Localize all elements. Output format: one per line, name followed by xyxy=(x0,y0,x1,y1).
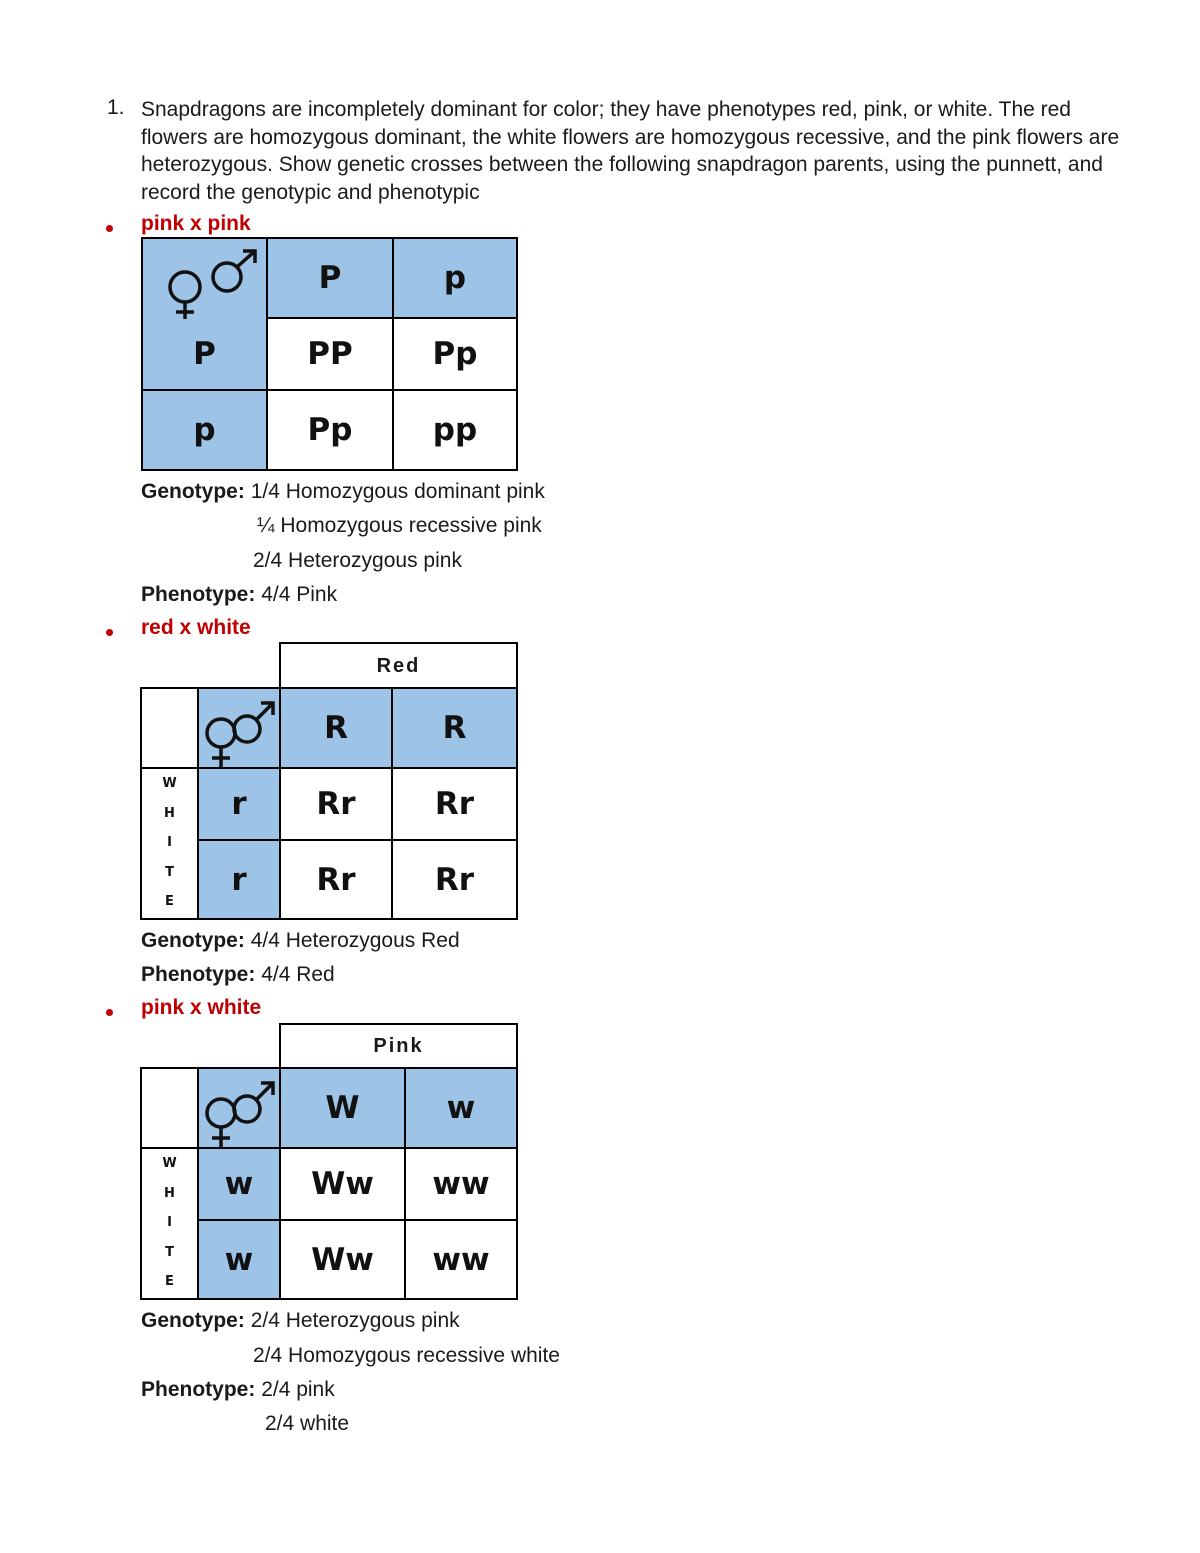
genotype-line xyxy=(141,1309,460,1333)
male-parent-label: Red xyxy=(279,642,518,688)
male-allele-2: R xyxy=(393,689,516,769)
symbol-cell xyxy=(143,239,268,319)
cross-title-1: pink x pink xyxy=(141,212,251,235)
offspring-cell: ww xyxy=(406,1149,516,1221)
female-allele-2: r xyxy=(199,841,281,918)
punnett-square-1 xyxy=(141,237,518,471)
male-parent-label: Pink xyxy=(279,1023,518,1068)
genotype-value: 2/4 Homozygous recessive white xyxy=(253,1344,560,1367)
empty-corner xyxy=(142,689,199,769)
genotype-value: 1/4 Homozygous dominant pink xyxy=(250,480,545,503)
offspring-cell: Rr xyxy=(281,769,393,841)
cross-title-2: red x white xyxy=(141,616,251,639)
male-allele-2: w xyxy=(406,1069,516,1149)
bullet-dot-icon xyxy=(106,629,113,636)
question-text: Snapdragons are incompletely dominant for color; they have phenotypes red, pink, or white. The red flowers are homozygous dominant, the white flowers are homozygous recessive, and the pink flowers are heterozygous. Show genetic crosses between the following snapdragon parents, using the punnett, and record the genotypic and phenotypic xyxy=(141,98,1120,204)
bullet-dot-icon xyxy=(106,1009,113,1016)
phenotype-value: 2/4 pink xyxy=(261,1378,335,1401)
genotype-value: 4/4 Heterozygous Red xyxy=(250,929,460,952)
female-male-symbol-icon xyxy=(201,1077,279,1149)
phenotype-label: Phenotype: xyxy=(141,583,256,606)
phenotype-value: 2/4 white xyxy=(265,1412,350,1435)
genotype-label: Genotype: xyxy=(141,1309,245,1332)
female-male-symbol-icon xyxy=(201,697,279,769)
phenotype-label: Phenotype: xyxy=(141,963,256,986)
female-allele-2: w xyxy=(199,1221,281,1298)
female-allele-1: w xyxy=(199,1149,281,1221)
female-male-symbol-icon xyxy=(163,247,263,322)
phenotype-value: 4/4 Pink xyxy=(261,583,338,606)
offspring-cell: Rr xyxy=(434,861,475,898)
genotype-value: ¼ Homozygous recessive pink xyxy=(257,514,542,537)
offspring-cell: Ww xyxy=(281,1221,406,1298)
phenotype-line xyxy=(141,583,337,607)
offspring-cell: PP xyxy=(268,319,394,391)
genotype-line xyxy=(141,929,460,953)
empty-corner xyxy=(142,1069,199,1149)
female-allele-2: p xyxy=(143,391,268,469)
symbol-cell xyxy=(199,1069,281,1149)
punnett-square-3 xyxy=(140,1067,518,1300)
offspring-cell: Rr xyxy=(393,769,516,841)
female-parent-label: W H I T E xyxy=(162,1156,177,1289)
male-allele-1: R xyxy=(281,689,393,769)
genotype-label: Genotype: xyxy=(141,929,245,952)
offspring-cell: Pp xyxy=(268,391,394,469)
genotype-label: Genotype: xyxy=(141,480,245,503)
offspring-cell: ww xyxy=(432,1241,490,1278)
female-allele-1: P xyxy=(143,319,268,391)
female-parent-label-cell xyxy=(142,769,199,918)
female-allele-1: r xyxy=(199,769,281,841)
male-allele-2: p xyxy=(394,239,516,319)
genotype-value: 2/4 Heterozygous pink xyxy=(253,549,462,572)
symbol-cell xyxy=(199,689,281,769)
cross-title-3: pink x white xyxy=(141,996,262,1019)
bullet-dot-icon xyxy=(106,225,113,232)
female-parent-label: W H I T E xyxy=(162,776,177,909)
offspring-cell: Ww xyxy=(281,1149,406,1221)
male-allele-1: W xyxy=(281,1069,406,1149)
punnett-square-2 xyxy=(140,687,518,920)
offspring-cell: pp xyxy=(432,412,478,448)
offspring-cell: Rr xyxy=(281,841,393,918)
offspring-cell: Pp xyxy=(394,319,516,391)
question-number: 1. xyxy=(107,96,125,119)
genotype-value: 2/4 Heterozygous pink xyxy=(250,1309,460,1332)
male-allele-1: P xyxy=(268,239,394,319)
phenotype-line xyxy=(141,963,335,987)
phenotype-line xyxy=(141,1378,335,1402)
female-parent-label-cell xyxy=(142,1149,199,1298)
phenotype-label: Phenotype: xyxy=(141,1378,256,1401)
phenotype-value: 4/4 Red xyxy=(261,963,335,986)
genotype-line xyxy=(141,480,545,504)
